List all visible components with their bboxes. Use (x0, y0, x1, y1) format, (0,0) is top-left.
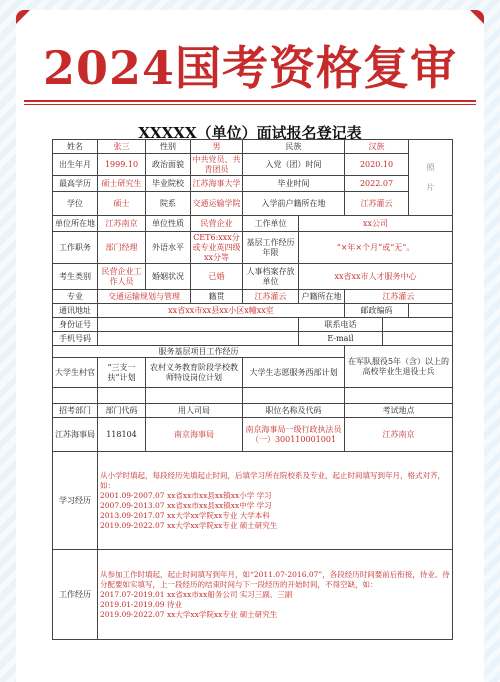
label-military: 在军队服役5年（含）以上的高校毕业生退役士兵 (345, 346, 453, 388)
label-work-unit: 工作单位 (243, 216, 299, 232)
value-email (383, 332, 453, 346)
value-military (345, 388, 453, 404)
label-unit-type: 单位性质 (146, 216, 191, 232)
value-job: 部门经理 (98, 232, 146, 264)
label-gender: 性别 (146, 140, 191, 154)
value-employer: 南京海事局 (146, 418, 243, 452)
label-name: 姓名 (53, 140, 98, 154)
label-work-years: 基层工作经历年限 (243, 232, 299, 264)
label-sanzhi: 大学生村官 (53, 358, 98, 388)
work-entry: 2019.01-2019.09 待业 (100, 599, 182, 609)
value-work-unit: xx公司 (299, 216, 453, 232)
label-foreign-lang: 外语水平 (146, 232, 191, 264)
work-entry: 2019.09-2022.07 xx大学xx学院xx专业 硕士研究生 (100, 609, 278, 619)
label-phone: 联系电话 (299, 318, 383, 332)
value-ethnicity: 汉族 (345, 140, 409, 154)
label-degree: 学位 (53, 192, 98, 216)
label-mobile: 手机号码 (53, 332, 98, 346)
value-party-time: 2020.10 (345, 154, 409, 176)
label-address: 通讯地址 (53, 304, 98, 318)
value-archive: xx省xx市人才服务中心 (299, 264, 453, 290)
value-grad-time: 2022.07 (345, 176, 409, 192)
value-mobile (98, 332, 299, 346)
photo-box (409, 140, 453, 216)
value-birth: 1999.10 (98, 154, 146, 176)
value-work-years: “×年×个月”或“无”。 (299, 232, 453, 264)
label-grad-school: 毕业院校 (146, 176, 191, 192)
label-work: 工作经历 (53, 550, 98, 640)
registration-table (52, 139, 453, 640)
value-sanzhi (53, 388, 98, 404)
corner-ribbon-left (16, 10, 30, 24)
value-exam-site: 江苏南京 (345, 418, 453, 452)
label-position-code: 职位名称及代码 (243, 404, 345, 418)
value-degree: 硕士 (98, 192, 146, 216)
label-exam-site: 考试地点 (345, 404, 453, 418)
value-sanzhi-plan (98, 388, 146, 404)
value-id-no (98, 318, 299, 332)
label-ethnicity: 民族 (243, 140, 345, 154)
work-note: 从参加工作时填起，起止时间填写到年月，如“2011.07-2016.07”，各段经历时间要前后衔接，待业、待分配要如实填写，上一段经历的结束时间与下一段经历的开始时间，不得空缺，如： (100, 569, 450, 589)
value-rural-teacher (146, 388, 243, 404)
form-subtitle: XXXXX（单位）面试报名登记表 (138, 124, 362, 142)
value-current-hukou: 江苏灌云 (345, 290, 453, 304)
label-unit-location: 单位所在地 (53, 216, 98, 232)
label-western: 大学生志愿服务西部计划 (243, 358, 345, 388)
value-exam-dept: 江苏海事局 (53, 418, 98, 452)
label-rural-teacher: 农村义务教育阶段学校教师特设岗位计划 (146, 358, 243, 388)
label-archive: 人事档案存放单位 (243, 264, 299, 290)
label-faculty: 院系 (146, 192, 191, 216)
value-marital: 已婚 (191, 264, 243, 290)
value-education: 硕士研究生 (98, 176, 146, 192)
label-current-hukou: 户籍所在地 (299, 290, 345, 304)
study-history (98, 452, 453, 550)
value-political: 中共党员、共青团员 (192, 154, 241, 174)
value-dept-code: 118104 (98, 418, 146, 452)
value-unit-location: 江苏南京 (98, 216, 146, 232)
value-address: xx省xx市xx县xx小区x幢xx室 (98, 304, 345, 318)
label-id-no: 身份证号 (53, 318, 98, 332)
label-service-title: 服务基层项目工作经历 (53, 346, 345, 358)
label-exam-dept: 招考部门 (53, 404, 98, 418)
value-gender: 男 (191, 140, 243, 154)
label-hukou-before: 入学前户籍所在地 (243, 192, 345, 216)
label-dept-code: 部门代码 (98, 404, 146, 418)
value-western (243, 388, 345, 404)
value-position-code: 南京海事局一级行政执法员（一）300110001001 (243, 418, 345, 452)
label-birth: 出生年月 (53, 154, 98, 176)
label-grad-time: 毕业时间 (243, 176, 345, 192)
title-rule-thin (24, 104, 476, 105)
value-phone (383, 318, 453, 332)
label-political: 政治面貌 (146, 154, 191, 176)
study-entry: 2001.09-2007.07 xx省xx市xx县xx镇xx小学 学习 (100, 490, 272, 500)
page-title: 2024国考资格复审 (42, 41, 458, 95)
work-history (98, 550, 453, 640)
value-native: 江苏灌云 (243, 290, 299, 304)
label-marital: 婚姻状况 (146, 264, 191, 290)
value-hukou-before: 江苏灌云 (345, 192, 409, 216)
label-study: 学习经历 (53, 452, 98, 550)
value-name: 张三 (98, 140, 146, 154)
photo-label-2: 片 (426, 182, 435, 192)
study-entry: 2013.09-2017.07 xx大学xx学院xx专业 大学本科 (100, 510, 270, 520)
value-grad-school: 江苏海事大学 (191, 176, 243, 192)
study-entry: 2007.09-2013.07 xx省xx市xx县xx镇xx中学 学习 (100, 500, 272, 510)
label-postcode: 邮政编码 (345, 304, 409, 318)
label-employer: 用人司局 (146, 404, 243, 418)
study-entry: 2019.09-2022.07 xx大学xx学院xx专业 硕士研究生 (100, 520, 278, 530)
value-major: 交通运输规划与管理 (98, 290, 191, 304)
value-foreign-lang: CET6:xxx分或专业英四级xx分等 (192, 232, 241, 262)
study-note: 从小学时填起，每段经历先填起止时间，后填学习所在院校系及专业，起止时间填写到年月，格式对齐，如： (100, 470, 445, 490)
value-postcode (409, 304, 453, 318)
corner-ribbon-right (470, 10, 484, 24)
value-candidate-type: 民营企业工作人员 (98, 264, 146, 290)
label-education: 最高学历 (53, 176, 98, 192)
label-major: 专业 (53, 290, 98, 304)
photo-label-1: 照 (426, 162, 435, 172)
label-job: 工作职务 (53, 232, 98, 264)
label-party-time: 入党（团）时间 (243, 154, 345, 176)
title-rule (24, 100, 476, 102)
label-email: E-mail (299, 332, 383, 346)
value-faculty: 交通运输学院 (191, 192, 243, 216)
label-candidate-type: 考生类别 (53, 264, 98, 290)
value-unit-type: 民营企业 (191, 216, 243, 232)
work-entry: 2017.07-2019.01 xx省xx市xx船务公司 实习三副、三副 (100, 589, 293, 599)
label-sanzhi-plan: “三支一扶”计划 (98, 358, 146, 388)
label-native: 籍贯 (191, 290, 243, 304)
